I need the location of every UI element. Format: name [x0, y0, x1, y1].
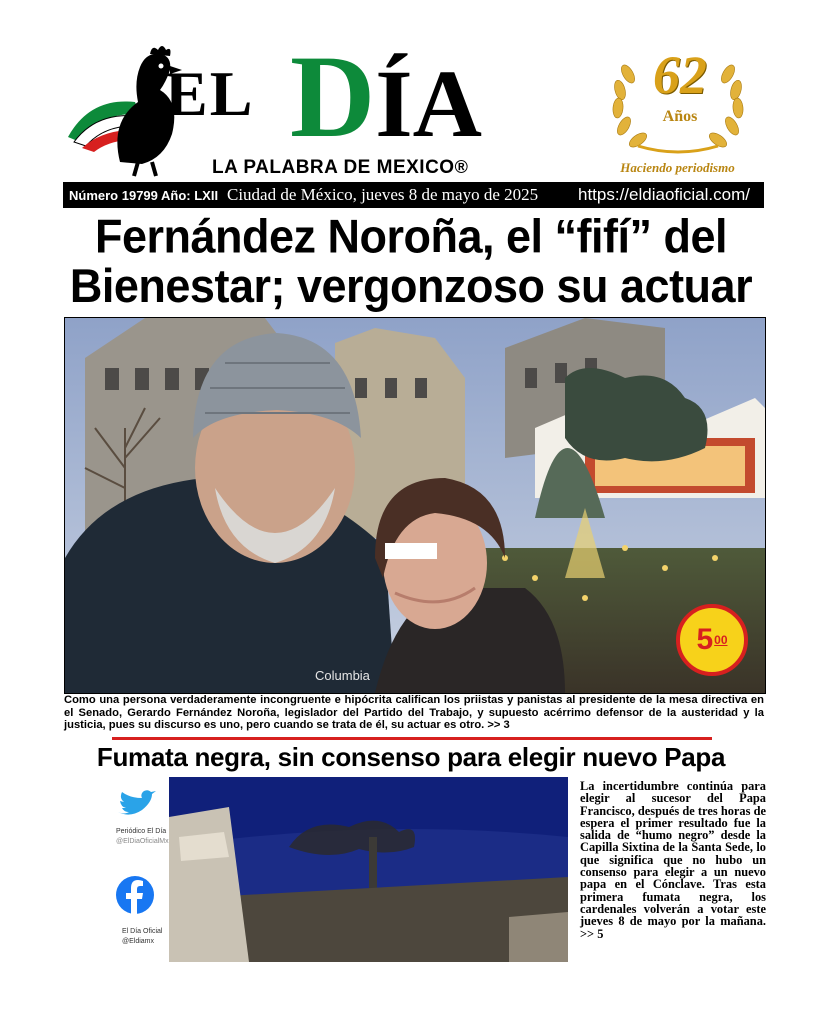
selfie-christmas-market-image [65, 318, 765, 693]
anniversary-word: Años [662, 108, 698, 125]
second-story-body: La incertidumbre continúa para elegir al sucesor del Papa Francisco, después de tres horas de espera el primer resultado fue la salida de “humo negro” desde la Capilla Sixtina de la Santa Sede, lo que significa que no hubo un consenso para elegir a un nuevo papa en el Cónclave. Tras esta primera fumata negra, los cardenales volverán a votar este jueves 8 de mayo por la mañana. >> 5 [580, 779, 766, 941]
tagline-text: LA PALABRA DE MEXICO [212, 157, 455, 178]
masthead-title-ia: ÍA [375, 50, 482, 157]
issue-info-bar [63, 182, 764, 208]
facebook-name: El Día Oficial [122, 928, 163, 935]
lead-photo [64, 317, 766, 694]
registered-mark: ® [454, 157, 469, 177]
price-badge [676, 604, 748, 676]
masthead-tagline [212, 157, 468, 179]
price-cents: 00 [714, 633, 728, 647]
second-headline: Fumata negra, sin consenso para elegir nuevo Papa [96, 742, 726, 772]
social-column [96, 790, 169, 950]
lead-caption: Como una persona verdaderamente incongruente e hipócrita califican los priistas y panistas al presidente de la mesa directiva en el Senado, Gerardo Fernández Noroña, legislador del Partido del Trabajo, y supuesto acérrimo defensor de la austeridad y la justicia, pues su discurso es uno, pero cuando se trata de él, su actuar es otro. >> 3 [64, 694, 764, 731]
twitter-handle: @ElDiaOficialMx [116, 838, 169, 845]
face-blur-bar [385, 543, 437, 559]
jacket-logo-text: Columbia [315, 668, 370, 683]
price-whole: 5 [696, 623, 714, 656]
black-smoke-image [169, 777, 568, 962]
anniversary-number: 62 [653, 45, 707, 105]
twitter-icon[interactable] [116, 790, 156, 818]
issue-number: Número 19799 Año: LXII [69, 187, 219, 203]
masthead-title-el: EL [165, 58, 255, 129]
masthead-slogan: Haciendo periodismo [620, 160, 735, 175]
twitter-name: Periódico El Día [116, 828, 167, 835]
dateline: Ciudad de México, jueves 8 de mayo de 2025 [227, 185, 539, 204]
masthead-title-d: D [290, 31, 376, 162]
lead-headline: Fernández Noroña, el “fifí” del Bienestar; vergonzoso su actuar [69, 209, 753, 313]
masthead-title-dia [290, 31, 482, 162]
website-link[interactable]: https://eldiaoficial.com/ [578, 185, 750, 204]
facebook-handle: @Eldiamx [122, 938, 155, 945]
sistine-chimney-photo [169, 777, 568, 962]
facebook-icon[interactable] [116, 876, 154, 914]
section-divider [112, 737, 712, 740]
